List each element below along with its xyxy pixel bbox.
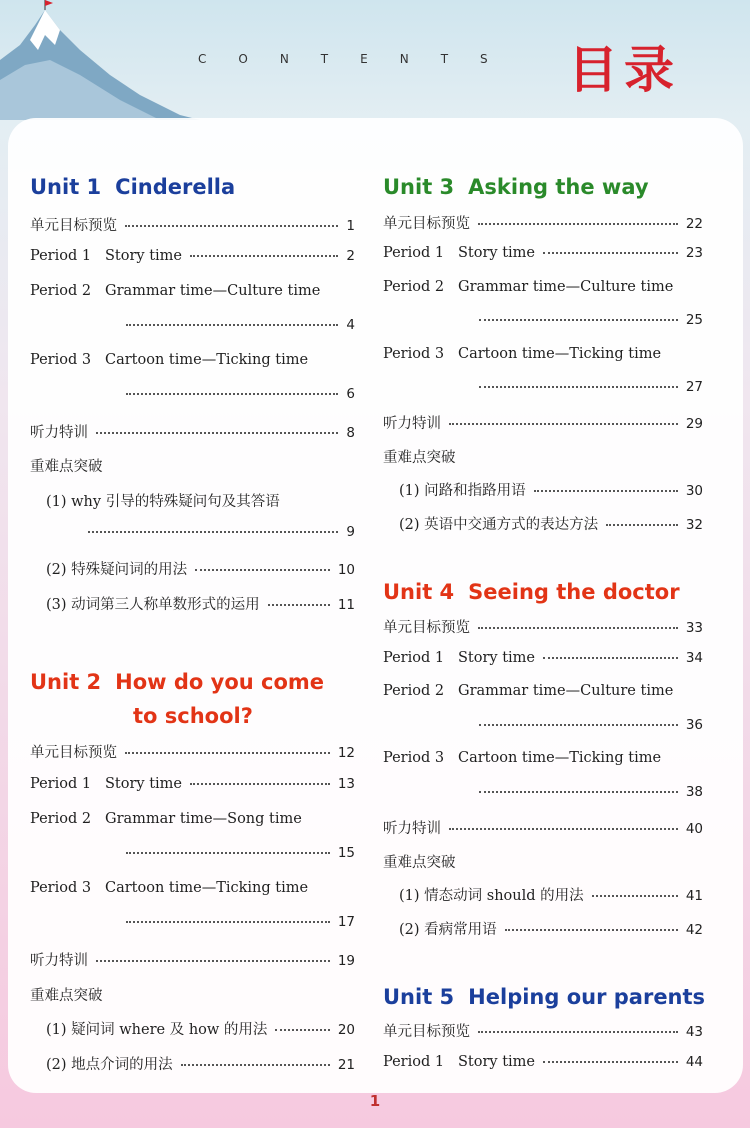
entry-label: Period 2	[30, 283, 92, 299]
leader-dots	[181, 1064, 330, 1066]
toc-entry[interactable]	[383, 683, 703, 707]
toc-entry-continuation[interactable]	[383, 717, 703, 741]
entry-page: 2	[346, 248, 355, 264]
toc-entry[interactable]	[383, 1020, 703, 1044]
toc-entry-continuation[interactable]	[30, 386, 355, 410]
unit-number: Unit 1	[30, 175, 102, 199]
contents-label: CONTENTS	[198, 52, 520, 66]
toc-entry[interactable]	[30, 776, 355, 800]
leader-dots	[543, 1061, 678, 1063]
entry-page: 19	[337, 953, 355, 969]
leader-dots	[543, 657, 678, 659]
leader-dots	[126, 324, 338, 326]
unit-title: Helping our parents	[468, 985, 706, 1009]
toc-entry[interactable]	[30, 1018, 355, 1042]
leader-dots	[479, 319, 678, 321]
leader-dots	[592, 895, 678, 897]
entry-page: 12	[337, 745, 355, 761]
entry-label: 单元目标预览	[383, 1024, 470, 1040]
unit-title-line2: to school?	[133, 704, 253, 728]
entry-label: (3) 动词第三人称单数形式的运用	[46, 597, 260, 613]
entry-label: 单元目标预览	[30, 218, 117, 234]
toc-entry-continuation[interactable]	[30, 914, 355, 938]
entry-page: 43	[685, 1024, 703, 1040]
leader-dots	[449, 423, 678, 425]
toc-entry[interactable]	[383, 851, 703, 875]
entry-label: (1) why 引导的特殊疑问句及其答语	[46, 494, 280, 510]
toc-entry[interactable]	[30, 984, 355, 1008]
entry-page: 4	[346, 317, 355, 333]
entry-label: (2) 地点介词的用法	[46, 1057, 173, 1073]
entry-page: 6	[346, 386, 355, 402]
entry-page: 23	[685, 245, 703, 261]
leader-dots	[126, 393, 338, 395]
entry-label: (2) 英语中交通方式的表达方法	[399, 517, 599, 533]
entry-page: 21	[337, 1057, 355, 1073]
entry-page: 11	[337, 597, 355, 613]
entry-page: 8	[346, 425, 355, 441]
entry-label: 重难点突破	[383, 855, 456, 871]
entry-sub: Grammar time—Culture time	[105, 283, 321, 299]
entry-label: 单元目标预览	[383, 620, 470, 636]
entry-page: 33	[685, 620, 703, 636]
entry-page: 38	[685, 784, 703, 800]
page-number: 1	[369, 1092, 381, 1110]
unit-1-heading	[30, 170, 235, 204]
unit-number: Unit 4	[383, 580, 455, 604]
entry-label: 单元目标预览	[383, 216, 470, 232]
leader-dots	[505, 929, 678, 931]
entry-sub: Cartoon time—Ticking time	[458, 346, 662, 362]
entry-sub: Cartoon time—Ticking time	[458, 750, 662, 766]
leader-dots	[96, 432, 338, 434]
leader-dots	[606, 524, 678, 526]
leader-dots	[478, 627, 678, 629]
toc-entry[interactable]	[383, 616, 703, 640]
entry-label: 单元目标预览	[30, 745, 117, 761]
entry-sub: Grammar time—Culture time	[458, 279, 674, 295]
toc-entry[interactable]	[30, 421, 355, 445]
entry-page: 36	[685, 717, 703, 733]
entry-sub: Story time	[458, 245, 536, 261]
toc-entry[interactable]	[30, 558, 355, 582]
entry-label: Period 3	[30, 352, 92, 368]
toc-entry[interactable]	[30, 248, 355, 272]
leader-dots	[88, 531, 338, 533]
entry-label: 重难点突破	[30, 459, 103, 475]
entry-label: Period 3	[30, 880, 92, 896]
entry-label: (2) 特殊疑问词的用法	[46, 562, 188, 578]
entry-sub: Story time	[105, 248, 183, 264]
entry-label: Period 1	[383, 650, 445, 666]
toc-entry[interactable]	[30, 283, 355, 307]
toc-entry-continuation[interactable]	[383, 379, 703, 403]
entry-page: 32	[685, 517, 703, 533]
leader-dots	[126, 921, 330, 923]
entry-label: Period 2	[383, 683, 445, 699]
unit-3-heading	[383, 170, 649, 204]
entry-sub: Cartoon time—Ticking time	[105, 880, 309, 896]
entry-label: 听力特训	[383, 821, 441, 837]
leader-dots	[479, 724, 678, 726]
entry-label: Period 1	[383, 1054, 445, 1070]
entry-label: (2) 看病常用语	[399, 922, 497, 938]
toc-entry[interactable]	[383, 750, 703, 774]
entry-sub: Cartoon time—Ticking time	[105, 352, 309, 368]
unit-number: Unit 3	[383, 175, 455, 199]
leader-dots	[449, 828, 678, 830]
toc-entry[interactable]	[383, 650, 703, 674]
entry-page: 17	[337, 914, 355, 930]
entry-label: 听力特训	[30, 953, 88, 969]
toc-entry[interactable]	[383, 884, 703, 908]
entry-label: (1) 情态动词 should 的用法	[399, 888, 584, 904]
unit-number: Unit 2	[30, 670, 102, 694]
leader-dots	[534, 490, 678, 492]
toc-entry[interactable]	[383, 245, 703, 269]
entry-label: Period 3	[383, 346, 445, 362]
toc-entry-continuation[interactable]	[383, 312, 703, 336]
entry-label: 听力特训	[383, 416, 441, 432]
entry-label: (1) 问路和指路用语	[399, 483, 526, 499]
toc-entry[interactable]	[383, 479, 703, 503]
toc-entry[interactable]	[383, 412, 703, 436]
toc-entry[interactable]	[30, 1053, 355, 1077]
entry-sub: Story time	[105, 776, 183, 792]
entry-page: 44	[685, 1054, 703, 1070]
entry-page: 20	[337, 1022, 355, 1038]
toc-entry[interactable]	[383, 1054, 703, 1078]
toc-entry[interactable]	[383, 279, 703, 303]
toc-panel	[8, 118, 743, 1093]
toc-entry[interactable]	[30, 949, 355, 973]
entry-page: 30	[685, 483, 703, 499]
entry-page: 22	[685, 216, 703, 232]
entry-label: Period 3	[383, 750, 445, 766]
entry-page: 13	[337, 776, 355, 792]
entry-page: 27	[685, 379, 703, 395]
toc-entry-continuation[interactable]	[30, 845, 355, 869]
toc-entry[interactable]	[383, 513, 703, 537]
entry-page: 10	[337, 562, 355, 578]
leader-dots	[190, 783, 330, 785]
entry-label: Period 1	[30, 776, 92, 792]
entry-page: 1	[346, 218, 355, 234]
leader-dots	[543, 252, 678, 254]
toc-entry[interactable]	[383, 212, 703, 236]
toc-entry[interactable]	[30, 455, 355, 479]
toc-entry-continuation[interactable]	[30, 317, 355, 341]
entry-label: Period 2	[30, 811, 92, 827]
toc-entry[interactable]	[30, 811, 355, 835]
entry-sub: Grammar time—Song time	[105, 811, 302, 827]
leader-dots	[478, 1031, 678, 1033]
entry-page: 42	[685, 922, 703, 938]
unit-title: Asking the way	[468, 175, 649, 199]
leader-dots	[479, 791, 678, 793]
entry-label: Period 2	[383, 279, 445, 295]
unit-number: Unit 5	[383, 985, 455, 1009]
toc-entry-continuation[interactable]	[30, 524, 355, 548]
leader-dots	[96, 960, 330, 962]
entry-sub: Story time	[458, 650, 536, 666]
leader-dots	[125, 225, 338, 227]
entry-page: 9	[346, 524, 355, 540]
entry-sub: Story time	[458, 1054, 536, 1070]
entry-label: 重难点突破	[30, 988, 103, 1004]
entry-label: Period 1	[30, 248, 92, 264]
entry-page: 41	[685, 888, 703, 904]
toc-entry[interactable]	[383, 918, 703, 942]
toc-entry[interactable]	[383, 346, 703, 370]
leader-dots	[268, 604, 330, 606]
leader-dots	[479, 386, 678, 388]
entry-sub: Grammar time—Culture time	[458, 683, 674, 699]
entry-label: 听力特训	[30, 425, 88, 441]
unit-title: How do you come	[115, 670, 325, 694]
toc-entry[interactable]	[30, 593, 355, 617]
unit-4-heading	[383, 575, 680, 609]
unit-5-heading	[383, 980, 705, 1014]
toc-entry[interactable]	[383, 446, 703, 470]
unit-2-heading	[30, 665, 324, 699]
leader-dots	[275, 1029, 329, 1031]
toc-entry[interactable]	[30, 880, 355, 904]
unit-title: Cinderella	[115, 175, 236, 199]
page-title: 目录	[568, 41, 680, 99]
entry-label: 重难点突破	[383, 450, 456, 466]
entry-page: 25	[685, 312, 703, 328]
entry-page: 34	[685, 650, 703, 666]
toc-entry[interactable]	[30, 352, 355, 376]
leader-dots	[478, 223, 678, 225]
entry-page: 29	[685, 416, 703, 432]
unit-title: Seeing the doctor	[468, 580, 680, 604]
entry-label: (1) 疑问词 where 及 how 的用法	[46, 1022, 268, 1038]
entry-page: 15	[337, 845, 355, 861]
leader-dots	[126, 852, 330, 854]
unit-2-heading-line2	[133, 699, 253, 733]
toc-entry[interactable]	[383, 817, 703, 841]
entry-page: 40	[685, 821, 703, 837]
toc-entry[interactable]	[30, 214, 355, 238]
toc-entry-continuation[interactable]	[383, 784, 703, 808]
leader-dots	[190, 255, 338, 257]
toc-entry[interactable]	[30, 490, 355, 514]
leader-dots	[195, 569, 330, 571]
toc-entry[interactable]	[30, 741, 355, 765]
mountain-illustration	[0, 0, 200, 120]
entry-label: Period 1	[383, 245, 445, 261]
leader-dots	[125, 752, 330, 754]
